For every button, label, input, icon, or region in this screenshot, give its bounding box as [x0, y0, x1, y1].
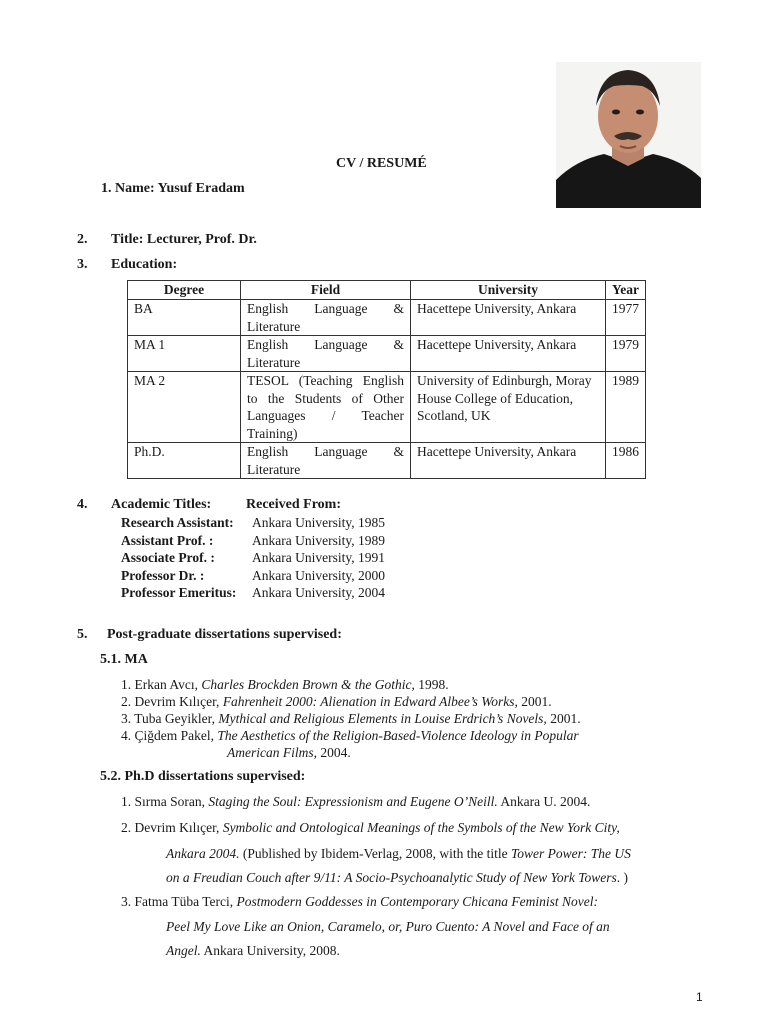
section-number: 5. [77, 627, 88, 642]
year-cell: 1989 [606, 372, 646, 443]
degree-cell: MA 1 [128, 336, 241, 372]
ma-title: American Films, [227, 745, 317, 760]
phd-title: Postmodern Goddesses in Contemporary Chicana Feminist Novel: [236, 894, 598, 909]
phd-book-title: Tower Power: The US [510, 846, 631, 861]
field-cell: TESOL (Teaching English to the Students of Other Languages / Teacher Training) [241, 372, 411, 443]
field-cell: English Language & Literature [241, 336, 411, 372]
phd-item [121, 794, 590, 810]
table-row [128, 443, 646, 479]
phd-item-continuation [166, 943, 340, 959]
academic-title-row [121, 514, 385, 532]
ma-item [121, 677, 449, 693]
phd-note: (Published by Ibidem-Verlag, 2008, with the title [239, 846, 511, 861]
university-cell: University of Edinburgh, Moray House College of Education, Scotland, UK [411, 372, 606, 443]
education-table [127, 280, 646, 479]
academic-from: Ankara University, 1989 [252, 532, 385, 548]
section-number: 4. [77, 497, 88, 512]
column-header: Degree [128, 281, 241, 300]
phd-author: 1. Sırma Soran, [121, 794, 209, 809]
ma-author: 1. Erkan Avcı, [121, 677, 202, 692]
academic-title-row [121, 549, 385, 567]
phd-item-continuation [166, 919, 610, 935]
ma-author: 4. Çiğdem Pakel, [121, 728, 218, 743]
year-cell: 1979 [606, 336, 646, 372]
phd-item [121, 820, 620, 836]
table-header-row [128, 281, 646, 300]
ma-year: 1998. [414, 677, 449, 692]
column-header: University [411, 281, 606, 300]
academic-from: Ankara University, 2004 [252, 585, 385, 600]
dissertations-heading: Post-graduate dissertations supervised: [107, 627, 342, 642]
table-row [128, 300, 646, 336]
ma-title: Mythical and Religious Elements in Louise Erdrich’s Novels, [218, 711, 547, 726]
ma-title: The Aesthetics of the Religion-Based-Violence Ideology in Popular [217, 728, 579, 743]
ma-item [121, 728, 579, 744]
title-line: Title: Lecturer, Prof. Dr. [111, 232, 257, 247]
phd-title: Peel My Love Like an Onion, Caramelo, or, Puro Cuento: A Novel and Face of an [166, 919, 610, 934]
phd-title: Symbolic and Ontological Meanings of the Symbols of the New York City, [222, 820, 620, 835]
phd-title: Ankara 2004. [166, 846, 240, 861]
phd-year: Ankara University, 2008. [200, 943, 340, 958]
section-number: 2. [77, 232, 88, 247]
ma-item-continuation [227, 745, 351, 761]
received-from-heading: Received From: [246, 497, 341, 512]
academic-title: Associate Prof. : [121, 550, 215, 565]
profile-photo [556, 62, 701, 208]
ma-year: 2001. [546, 711, 581, 726]
table-row [128, 336, 646, 372]
academic-title: Professor Dr. : [121, 567, 205, 583]
academic-from: Ankara University, 1985 [252, 515, 385, 530]
academic-title: Professor Emeritus: [121, 585, 237, 600]
ma-item [121, 711, 581, 727]
ma-year: 2004. [317, 745, 351, 760]
page-number: 1 [696, 990, 703, 1004]
page-title: CV / RESUMÉ [336, 156, 427, 171]
ma-heading: 5.1. MA [100, 652, 148, 667]
name-line: 1. Name: Yusuf Eradam [101, 181, 245, 196]
phd-note: . ) [616, 870, 628, 885]
degree-cell: MA 2 [128, 372, 241, 443]
ma-title: Charles Brockden Brown & the Gothic, [201, 677, 415, 692]
column-header: Year [606, 281, 646, 300]
academic-title: Assistant Prof. : [121, 532, 214, 548]
phd-year: Ankara U. 2004. [497, 794, 591, 809]
ma-item [121, 694, 552, 710]
university-cell: Hacettepe University, Ankara [411, 300, 606, 336]
phd-item [121, 894, 598, 910]
phd-title: Angel. [166, 943, 201, 958]
year-cell: 1977 [606, 300, 646, 336]
ma-author: 3. Tuba Geyikler, [121, 711, 219, 726]
phd-item-continuation [166, 870, 628, 886]
university-cell: Hacettepe University, Ankara [411, 336, 606, 372]
phd-heading: 5.2. Ph.D dissertations supervised: [100, 769, 306, 784]
portrait-image [556, 62, 701, 208]
academic-title-row [121, 567, 385, 585]
degree-cell: Ph.D. [128, 443, 241, 479]
degree-cell: BA [128, 300, 241, 336]
university-cell: Hacettepe University, Ankara [411, 443, 606, 479]
table-row [128, 372, 646, 443]
phd-author: 2. Devrim Kılıçer, [121, 820, 223, 835]
ma-year: 2001. [517, 694, 552, 709]
academic-title-row [121, 584, 385, 602]
ma-title: Fahrenheit 2000: Alienation in Edward Albee’s Works, [222, 694, 518, 709]
section-number: 3. [77, 257, 88, 272]
field-cell: English Language & Literature [241, 300, 411, 336]
academic-title-row [121, 532, 385, 550]
academic-from: Ankara University, 2000 [252, 567, 385, 583]
column-header: Field [241, 281, 411, 300]
education-heading: Education: [111, 257, 178, 272]
phd-book-title: on a Freudian Couch after 9/11: A Socio-Psychoanalytic Study of New York Towers [166, 870, 617, 885]
phd-title: Staging the Soul: Expressionism and Eugene O’Neill. [208, 794, 498, 809]
phd-item-continuation [166, 846, 631, 862]
ma-author: 2. Devrim Kılıçer, [121, 694, 223, 709]
academic-titles-list [121, 514, 385, 602]
academic-from: Ankara University, 1991 [252, 550, 385, 565]
year-cell: 1986 [606, 443, 646, 479]
academic-title: Research Assistant: [121, 515, 234, 530]
field-cell: English Language & Literature [241, 443, 411, 479]
phd-author: 3. Fatma Tüba Terci, [121, 894, 237, 909]
academic-titles-heading: Academic Titles: [111, 497, 212, 512]
